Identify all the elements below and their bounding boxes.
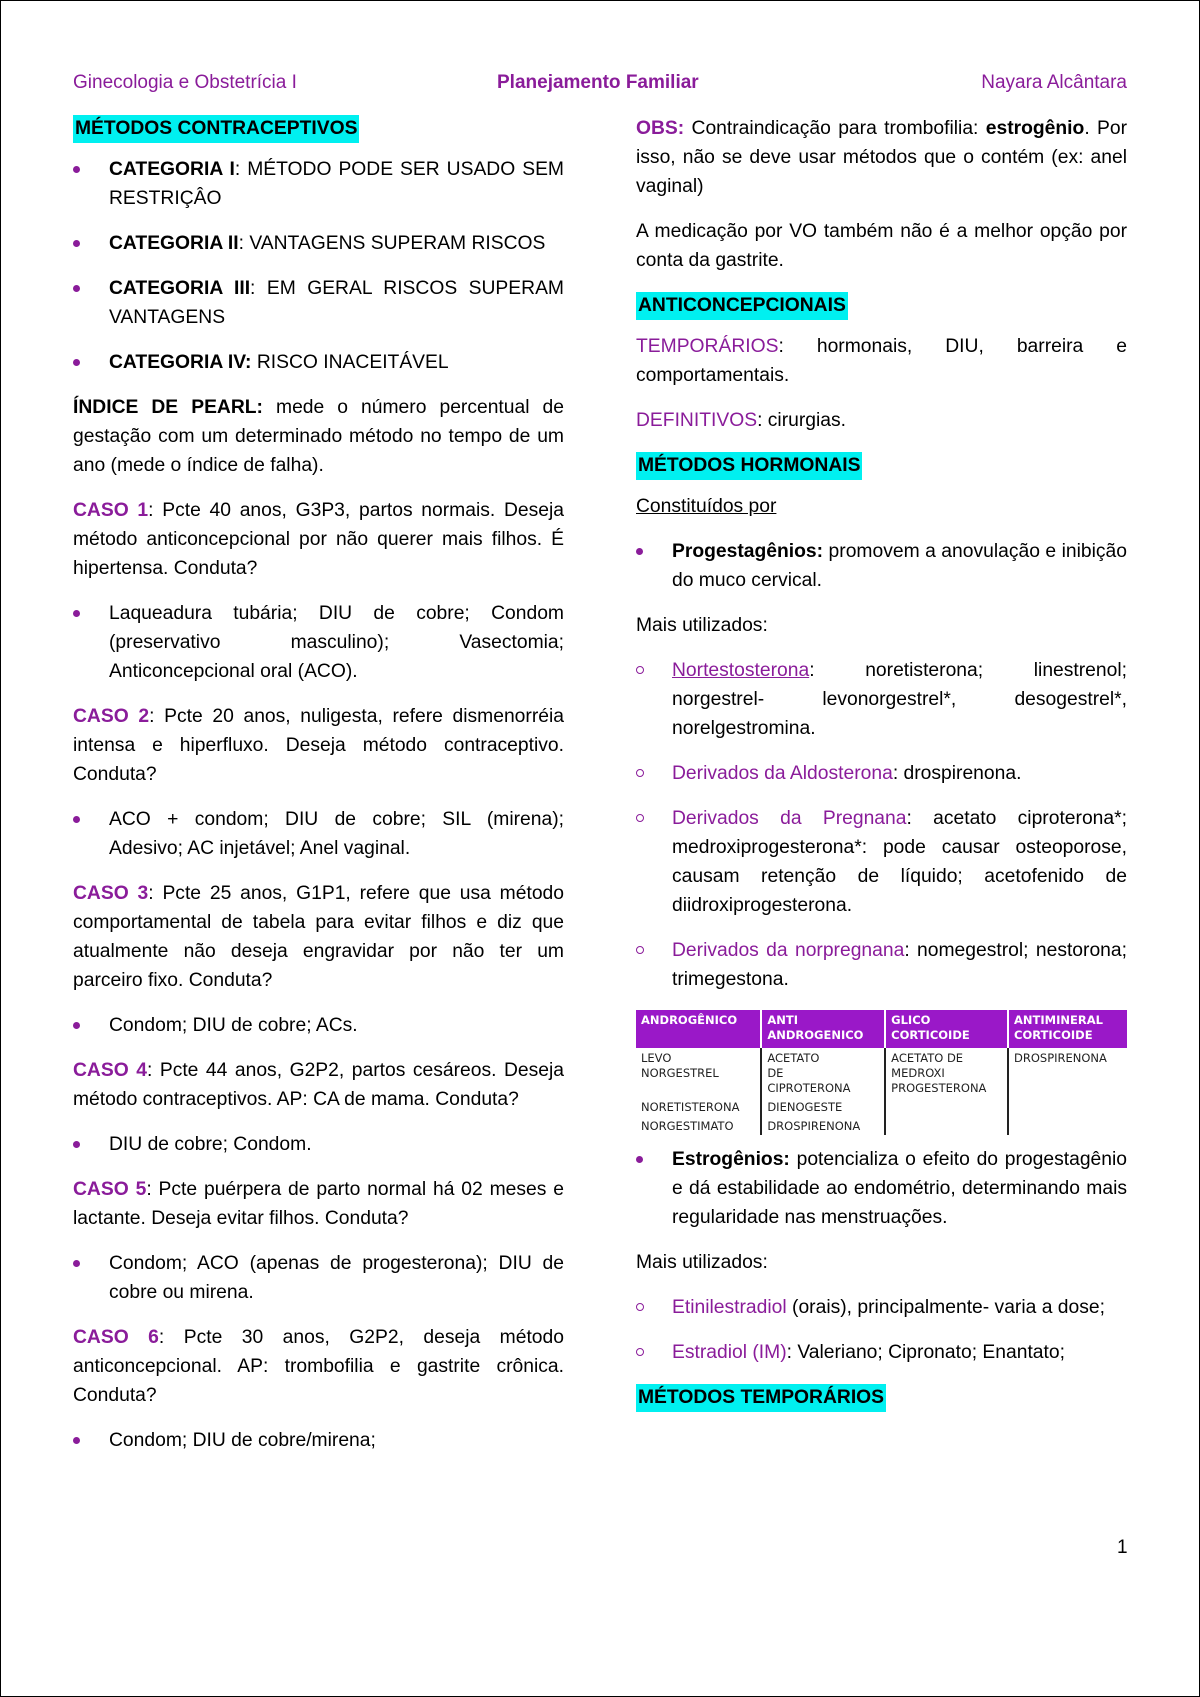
- bullet-icon: [73, 610, 80, 617]
- progestagen-subitem: Nortestosterona: noretisterona; linestrenol; norgestrel- levonorgestrel*, desogestrel*, norelgestromina.: [636, 656, 1127, 743]
- table-header-cell: GLICO CORTICOIDE: [885, 1010, 1008, 1048]
- table-cell: [1008, 1097, 1127, 1116]
- bullet-icon: [73, 285, 80, 292]
- bullet-icon: [73, 166, 80, 173]
- bullet-icon: [636, 1156, 643, 1163]
- case-2: CASO 2: Pcte 20 anos, nuligesta, refere dismenorréia intensa e hiperfluxo. Deseja método contraceptivo. Conduta?: [73, 706, 564, 785]
- case-4: CASO 4: Pcte 44 anos, G2P2, partos cesáreos. Deseja método contraceptivos. AP: CA de mama. Conduta?: [73, 1060, 564, 1110]
- definitivos-paragraph: DEFINITIVOS: cirurgias.: [636, 410, 846, 431]
- circle-bullet-icon: [636, 1303, 644, 1311]
- progestagen-subitem: Derivados da Pregnana: acetato ciproterona*; medroxiprogesterona*: pode causar osteoporose, causam retenção de líquido; acetofenido de diidroxiprogesterona.: [636, 804, 1127, 920]
- section-title-anticoncepcionais: ANTICONCEPCIONAIS: [636, 292, 848, 320]
- category-item: CATEGORIA IV: RISCO INACEITÁVEL: [73, 348, 564, 377]
- bullet-icon: [636, 548, 643, 555]
- case-1: CASO 1: Pcte 40 anos, G3P3, partos normais. Deseja método anticoncepcional por não querer mais filhos. É hipertensa. Conduta?: [73, 500, 564, 579]
- progestagen-properties-table: [636, 1010, 1127, 1135]
- vo-note: A medicação por VO também não é a melhor opção por conta da gastrite.: [636, 221, 1127, 271]
- table-cell: ACETATO DE MEDROXI PROGESTERONA: [885, 1048, 1008, 1097]
- case-3-answer: Condom; DIU de cobre; ACs.: [73, 1011, 564, 1040]
- circle-bullet-icon: [636, 1348, 644, 1356]
- section-title-metodos-temporarios: MÉTODOS TEMPORÁRIOS: [636, 1384, 886, 1412]
- estrogen-subitem: Estradiol (IM): Valeriano; Cipronato; Enantato;: [636, 1338, 1127, 1367]
- header-course: Ginecologia e Obstetrícia I: [73, 72, 297, 93]
- page-number: 1: [1117, 1537, 1128, 1558]
- mais-utilizados-label: Mais utilizados:: [636, 615, 768, 636]
- table-cell: LEVO NORGESTREL: [641, 1051, 719, 1080]
- temporarios-paragraph: TEMPORÁRIOS: hormonais, DIU, barreira e comportamentais.: [636, 336, 1127, 386]
- table-row: [636, 1048, 1127, 1097]
- page-header: [73, 72, 1127, 98]
- right-column: [636, 114, 1127, 1424]
- circle-bullet-icon: [636, 946, 644, 954]
- circle-bullet-icon: [636, 666, 644, 674]
- table-row: [636, 1097, 1127, 1116]
- table-cell: [885, 1116, 1008, 1135]
- obs-paragraph: OBS: Contraindicação para trombofilia: estrogênio. Por isso, não se deve usar métodos que o contém (ex: anel vaginal): [636, 118, 1128, 197]
- bullet-icon: [73, 359, 80, 366]
- mais-utilizados-label: Mais utilizados:: [636, 1252, 768, 1273]
- case-5: CASO 5: Pcte puérpera de parto normal há 02 meses e lactante. Deseja evitar filhos. Conduta?: [73, 1179, 564, 1229]
- estrogen-subitem: Etinilestradiol (orais), principalmente- varia a dose;: [636, 1293, 1127, 1322]
- category-item: CATEGORIA III: EM GERAL RISCOS SUPERAM VANTAGENS: [73, 274, 564, 332]
- header-author: Nayara Alcântara: [981, 72, 1127, 93]
- left-column: [73, 114, 564, 1471]
- table-cell: ACETATO DE CIPROTERONA: [761, 1048, 885, 1097]
- estrogenios-item: Estrogênios: potencializa o efeito do progestagênio e dá estabilidade ao endométrio, determinando mais regularidade nas menstruações.: [636, 1145, 1127, 1232]
- table-cell: DROSPIRENONA: [761, 1116, 885, 1135]
- case-5-answer: Condom; ACO (apenas de progesterona); DIU de cobre ou mirena.: [73, 1249, 564, 1307]
- section-title-metodos-hormonais: MÉTODOS HORMONAIS: [636, 452, 862, 480]
- header-topic: Planejamento Familiar: [497, 72, 699, 93]
- bullet-icon: [73, 1260, 80, 1267]
- table-header-cell: ANTI ANDROGENICO: [761, 1010, 885, 1048]
- bullet-icon: [73, 1437, 80, 1444]
- bullet-icon: [73, 816, 80, 823]
- category-item: CATEGORIA II: VANTAGENS SUPERAM RISCOS: [73, 229, 564, 258]
- section-title-metodos-contraceptivos: MÉTODOS CONTRACEPTIVOS: [73, 115, 359, 143]
- table-header-cell: ANDROGÊNICO: [636, 1010, 761, 1048]
- category-item: CATEGORIA I: MÉTODO PODE SER USADO SEM RESTRIÇÂO: [73, 155, 564, 213]
- constituidos-por: Constituídos por: [636, 496, 777, 517]
- table-cell: [885, 1097, 1008, 1116]
- case-6: CASO 6: Pcte 30 anos, G2P2, deseja método anticoncepcional. AP: trombofilia e gastrite crônica. Conduta?: [73, 1327, 564, 1406]
- table-cell: DROSPIRENONA: [1008, 1048, 1127, 1097]
- table-header-cell: ANTIMINERAL CORTICOIDE: [1008, 1010, 1127, 1048]
- table-cell: [1008, 1116, 1127, 1135]
- case-3: CASO 3: Pcte 25 anos, G1P1, refere que usa método comportamental de tabela para evitar filhos e diz que atualmente não deseja engravidar por não ter um parceiro fixo. Conduta?: [73, 883, 564, 991]
- circle-bullet-icon: [636, 769, 644, 777]
- table-cell: NORGESTIMATO: [641, 1119, 734, 1133]
- pearl-index-paragraph: ÍNDICE DE PEARL: mede o número percentual de gestação com um determinado método no tempo de um ano (mede o índice de falha).: [73, 397, 564, 476]
- bullet-icon: [73, 240, 80, 247]
- bullet-icon: [73, 1022, 80, 1029]
- table-cell: NORETISTERONA: [641, 1100, 740, 1114]
- table-row: [636, 1116, 1127, 1135]
- progestagen-subitem: Derivados da norpregnana: nomegestrol; nestorona; trimegestona.: [636, 936, 1127, 994]
- progestagen-subitem: Derivados da Aldosterona: drospirenona.: [636, 759, 1127, 788]
- circle-bullet-icon: [636, 814, 644, 822]
- table-header-row: [636, 1010, 1127, 1048]
- case-4-answer: DIU de cobre; Condom.: [73, 1130, 564, 1159]
- bullet-icon: [73, 1141, 80, 1148]
- case-2-answer: ACO + condom; DIU de cobre; SIL (mirena); Adesivo; AC injetável; Anel vaginal.: [73, 805, 564, 863]
- table-cell: DIENOGESTE: [761, 1097, 885, 1116]
- progestagenios-item: Progestagênios: promovem a anovulação e inibição do muco cervical.: [636, 537, 1127, 595]
- case-6-answer: Condom; DIU de cobre/mirena;: [73, 1426, 564, 1455]
- case-1-answer: Laqueadura tubária; DIU de cobre; Condom (preservativo masculino); Vasectomia; Anticoncepcional oral (ACO).: [73, 599, 564, 686]
